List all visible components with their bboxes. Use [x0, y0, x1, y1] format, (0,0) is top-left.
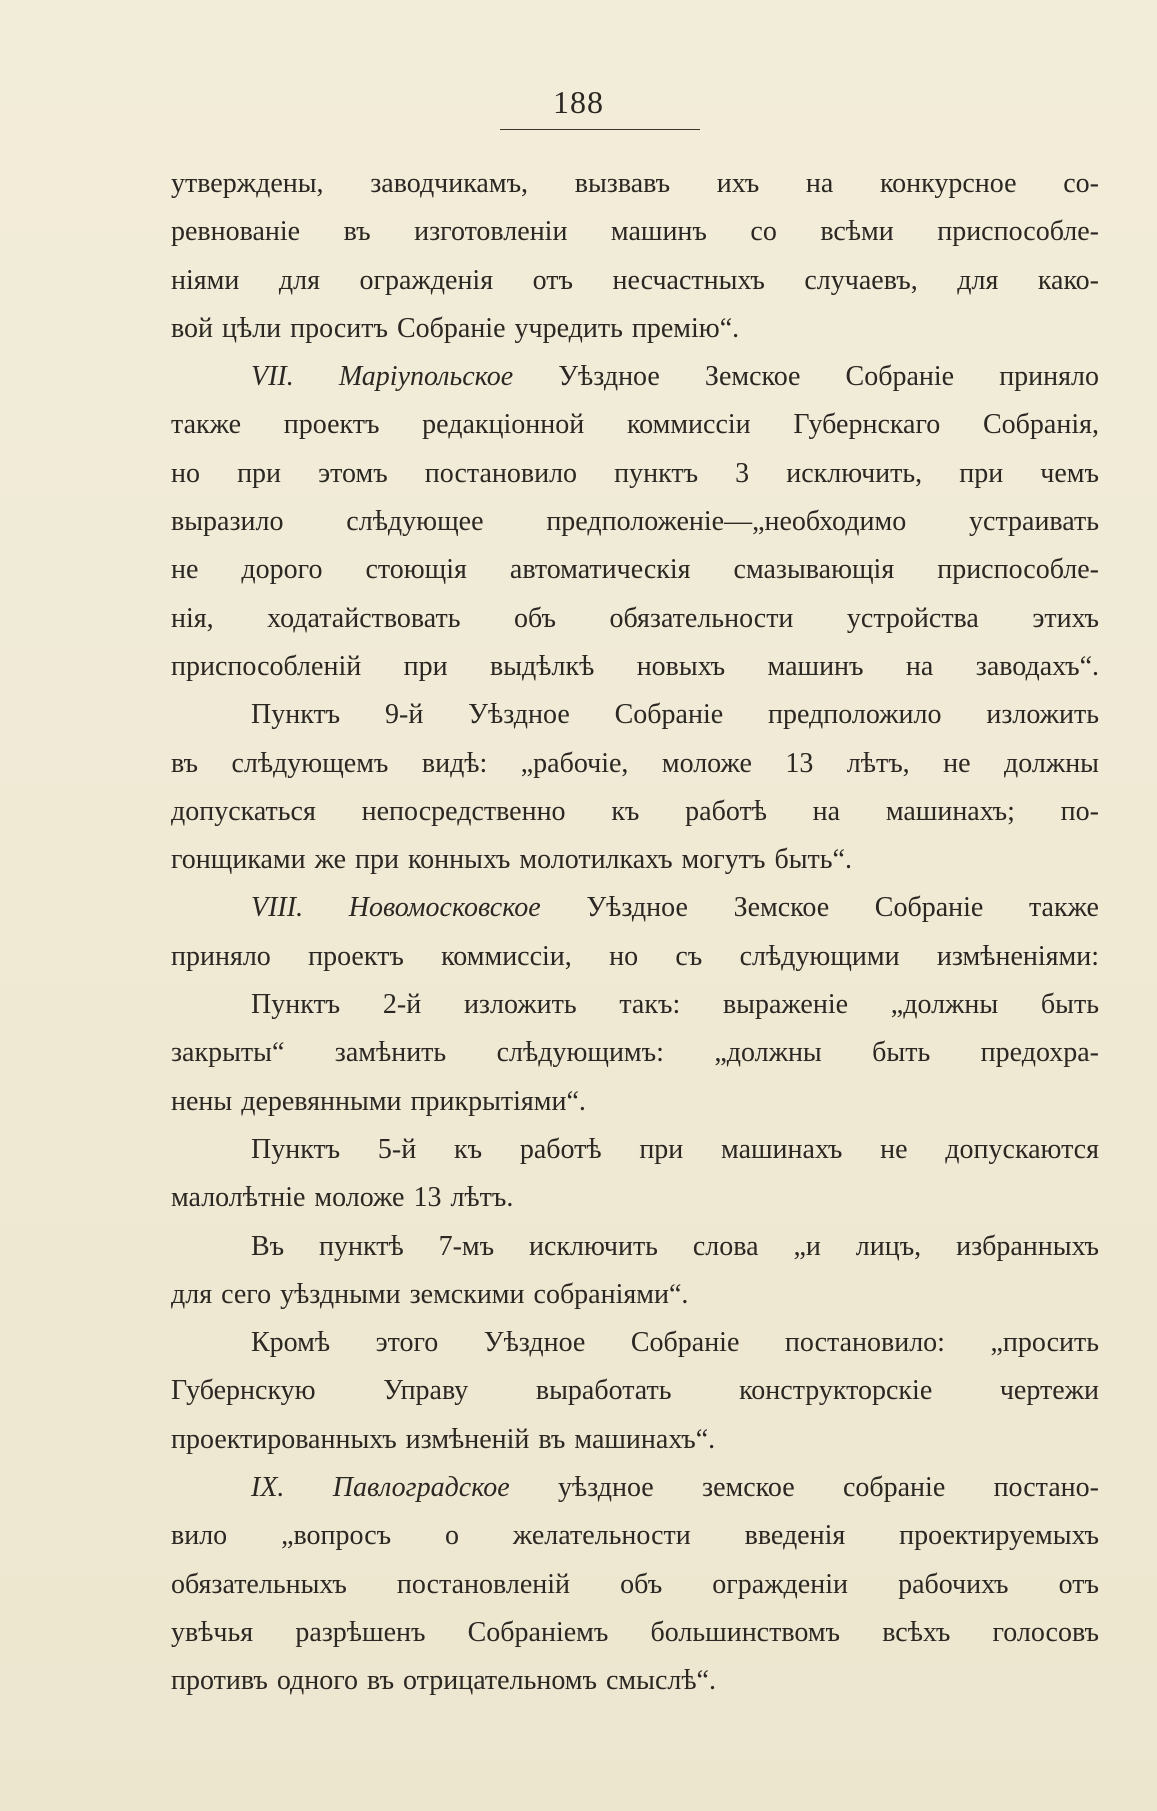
text-segment: Пунктъ 2-й изложить такъ: выраженіе „должны быть	[251, 989, 1099, 1021]
text-segment: проектированныхъ измѣненій въ машинахъ“.	[171, 1423, 716, 1455]
text-segment: ревнованіе въ изготовленіи машинъ со всѣми приспособле-	[171, 216, 1099, 248]
text-line	[171, 1126, 1099, 1174]
italic-text: Павлоградское	[332, 1472, 510, 1504]
text-line	[171, 788, 1099, 836]
text-segment: также проектъ редакціонной коммиссіи Губернскаго Собранія,	[171, 409, 1099, 441]
text-segment: утверждены, заводчикамъ, вызвавъ ихъ на конкурсное со-	[171, 168, 1099, 199]
text-line	[171, 160, 1099, 208]
text-segment: Уѣздное Земское Собраніе приняло	[513, 361, 1099, 393]
text-segment: увѣчья разрѣшенъ Собраніемъ большинствомъ всѣхъ голосовъ	[171, 1616, 1099, 1648]
text-line	[171, 305, 1099, 353]
text-line	[171, 1609, 1099, 1657]
text-segment: приняло проектъ коммиссіи, но съ слѣдующими измѣненіями:	[171, 940, 1099, 972]
text-line	[171, 836, 1099, 884]
text-line	[171, 1271, 1099, 1319]
text-segment: не дорого стоющія автоматическія смазывающія приспособле-	[171, 554, 1099, 586]
italic-text: IX.	[251, 1472, 333, 1504]
text-segment: Кромѣ этого Уѣздное Собраніе постановило: „просить	[251, 1327, 1099, 1359]
text-line	[171, 933, 1099, 981]
text-line	[171, 643, 1099, 691]
italic-text: Маріупольское	[338, 361, 514, 393]
text-line	[171, 1464, 1099, 1512]
italic-text: Новомосковское	[348, 892, 541, 924]
text-line	[171, 1174, 1099, 1222]
text-segment: Уѣздное Земское Собраніе также	[540, 892, 1099, 924]
text-line	[171, 1078, 1099, 1126]
text-line	[171, 691, 1099, 739]
text-line	[171, 208, 1099, 256]
text-segment: вой цѣли проситъ Собраніе учредить премію“.	[171, 312, 740, 344]
text-segment: ніями для огражденія отъ несчастныхъ случаевъ, для како-	[171, 264, 1099, 296]
text-segment: противъ одного въ отрицательномъ смыслѣ“.	[171, 1665, 716, 1697]
italic-text: VII.	[251, 361, 339, 393]
text-segment: приспособленій при выдѣлкѣ новыхъ машинъ на заводахъ“.	[171, 650, 1099, 682]
text-segment: Въ пунктѣ 7-мъ исключить слова „и лицъ, избранныхъ	[251, 1230, 1099, 1262]
text-line	[171, 401, 1099, 449]
text-line	[171, 1223, 1099, 1271]
text-line	[171, 1512, 1099, 1560]
text-line	[171, 546, 1099, 594]
text-segment: нены деревянными прикрытіями“.	[171, 1085, 586, 1117]
text-segment: малолѣтніе моложе 13 лѣтъ.	[171, 1182, 514, 1214]
text-segment: уѣздное земское собраніе постано-	[509, 1472, 1099, 1504]
text-line	[171, 595, 1099, 643]
text-line	[171, 740, 1099, 788]
text-line	[171, 1657, 1099, 1705]
text-segment: Пунктъ 5-й къ работѣ при машинахъ не допускаются	[251, 1133, 1099, 1165]
text-segment: Пунктъ 9-й Уѣздное Собраніе предположило изложить	[251, 699, 1099, 731]
body-text	[171, 160, 1099, 1706]
text-segment: гонщиками же при конныхъ молотилкахъ могутъ быть“.	[171, 844, 852, 876]
italic-text: VIII.	[251, 892, 349, 924]
text-segment: вило „вопросъ о желательности введенія проектируемыхъ	[171, 1520, 1099, 1552]
text-segment: выразило слѣдующее предположеніе—„необходимо устраивать	[171, 506, 1099, 538]
text-segment: въ слѣдующемъ видѣ: „рабочіе, моложе 13 лѣтъ, не должны	[171, 747, 1099, 779]
text-line	[171, 1367, 1099, 1415]
text-segment: обязательныхъ постановленій объ огражденіи рабочихъ отъ	[171, 1568, 1099, 1600]
text-line	[171, 498, 1099, 546]
text-line	[171, 1029, 1099, 1077]
text-line	[171, 257, 1099, 305]
text-line	[171, 450, 1099, 498]
text-line	[171, 1319, 1099, 1367]
text-line	[171, 353, 1099, 401]
text-segment: нія, ходатайствовать объ обязательности устройства этихъ	[171, 602, 1099, 634]
page-number: 188	[553, 84, 604, 120]
text-segment: для сего уѣздными земскими собраніями“.	[171, 1278, 689, 1310]
text-line	[171, 981, 1099, 1029]
text-line	[171, 1416, 1099, 1464]
text-segment: но при этомъ постановило пунктъ 3 исключить, при чемъ	[171, 457, 1099, 489]
text-line	[171, 1561, 1099, 1609]
text-segment: допускаться непосредственно къ работѣ на машинахъ; по-	[171, 795, 1099, 827]
text-line	[171, 884, 1099, 932]
header-rule	[500, 129, 700, 130]
text-segment: закрыты“ замѣнить слѣдующимъ: „должны быть предохра-	[171, 1037, 1099, 1069]
text-segment: Губернскую Управу выработать конструкторскіе чертежи	[171, 1375, 1099, 1407]
